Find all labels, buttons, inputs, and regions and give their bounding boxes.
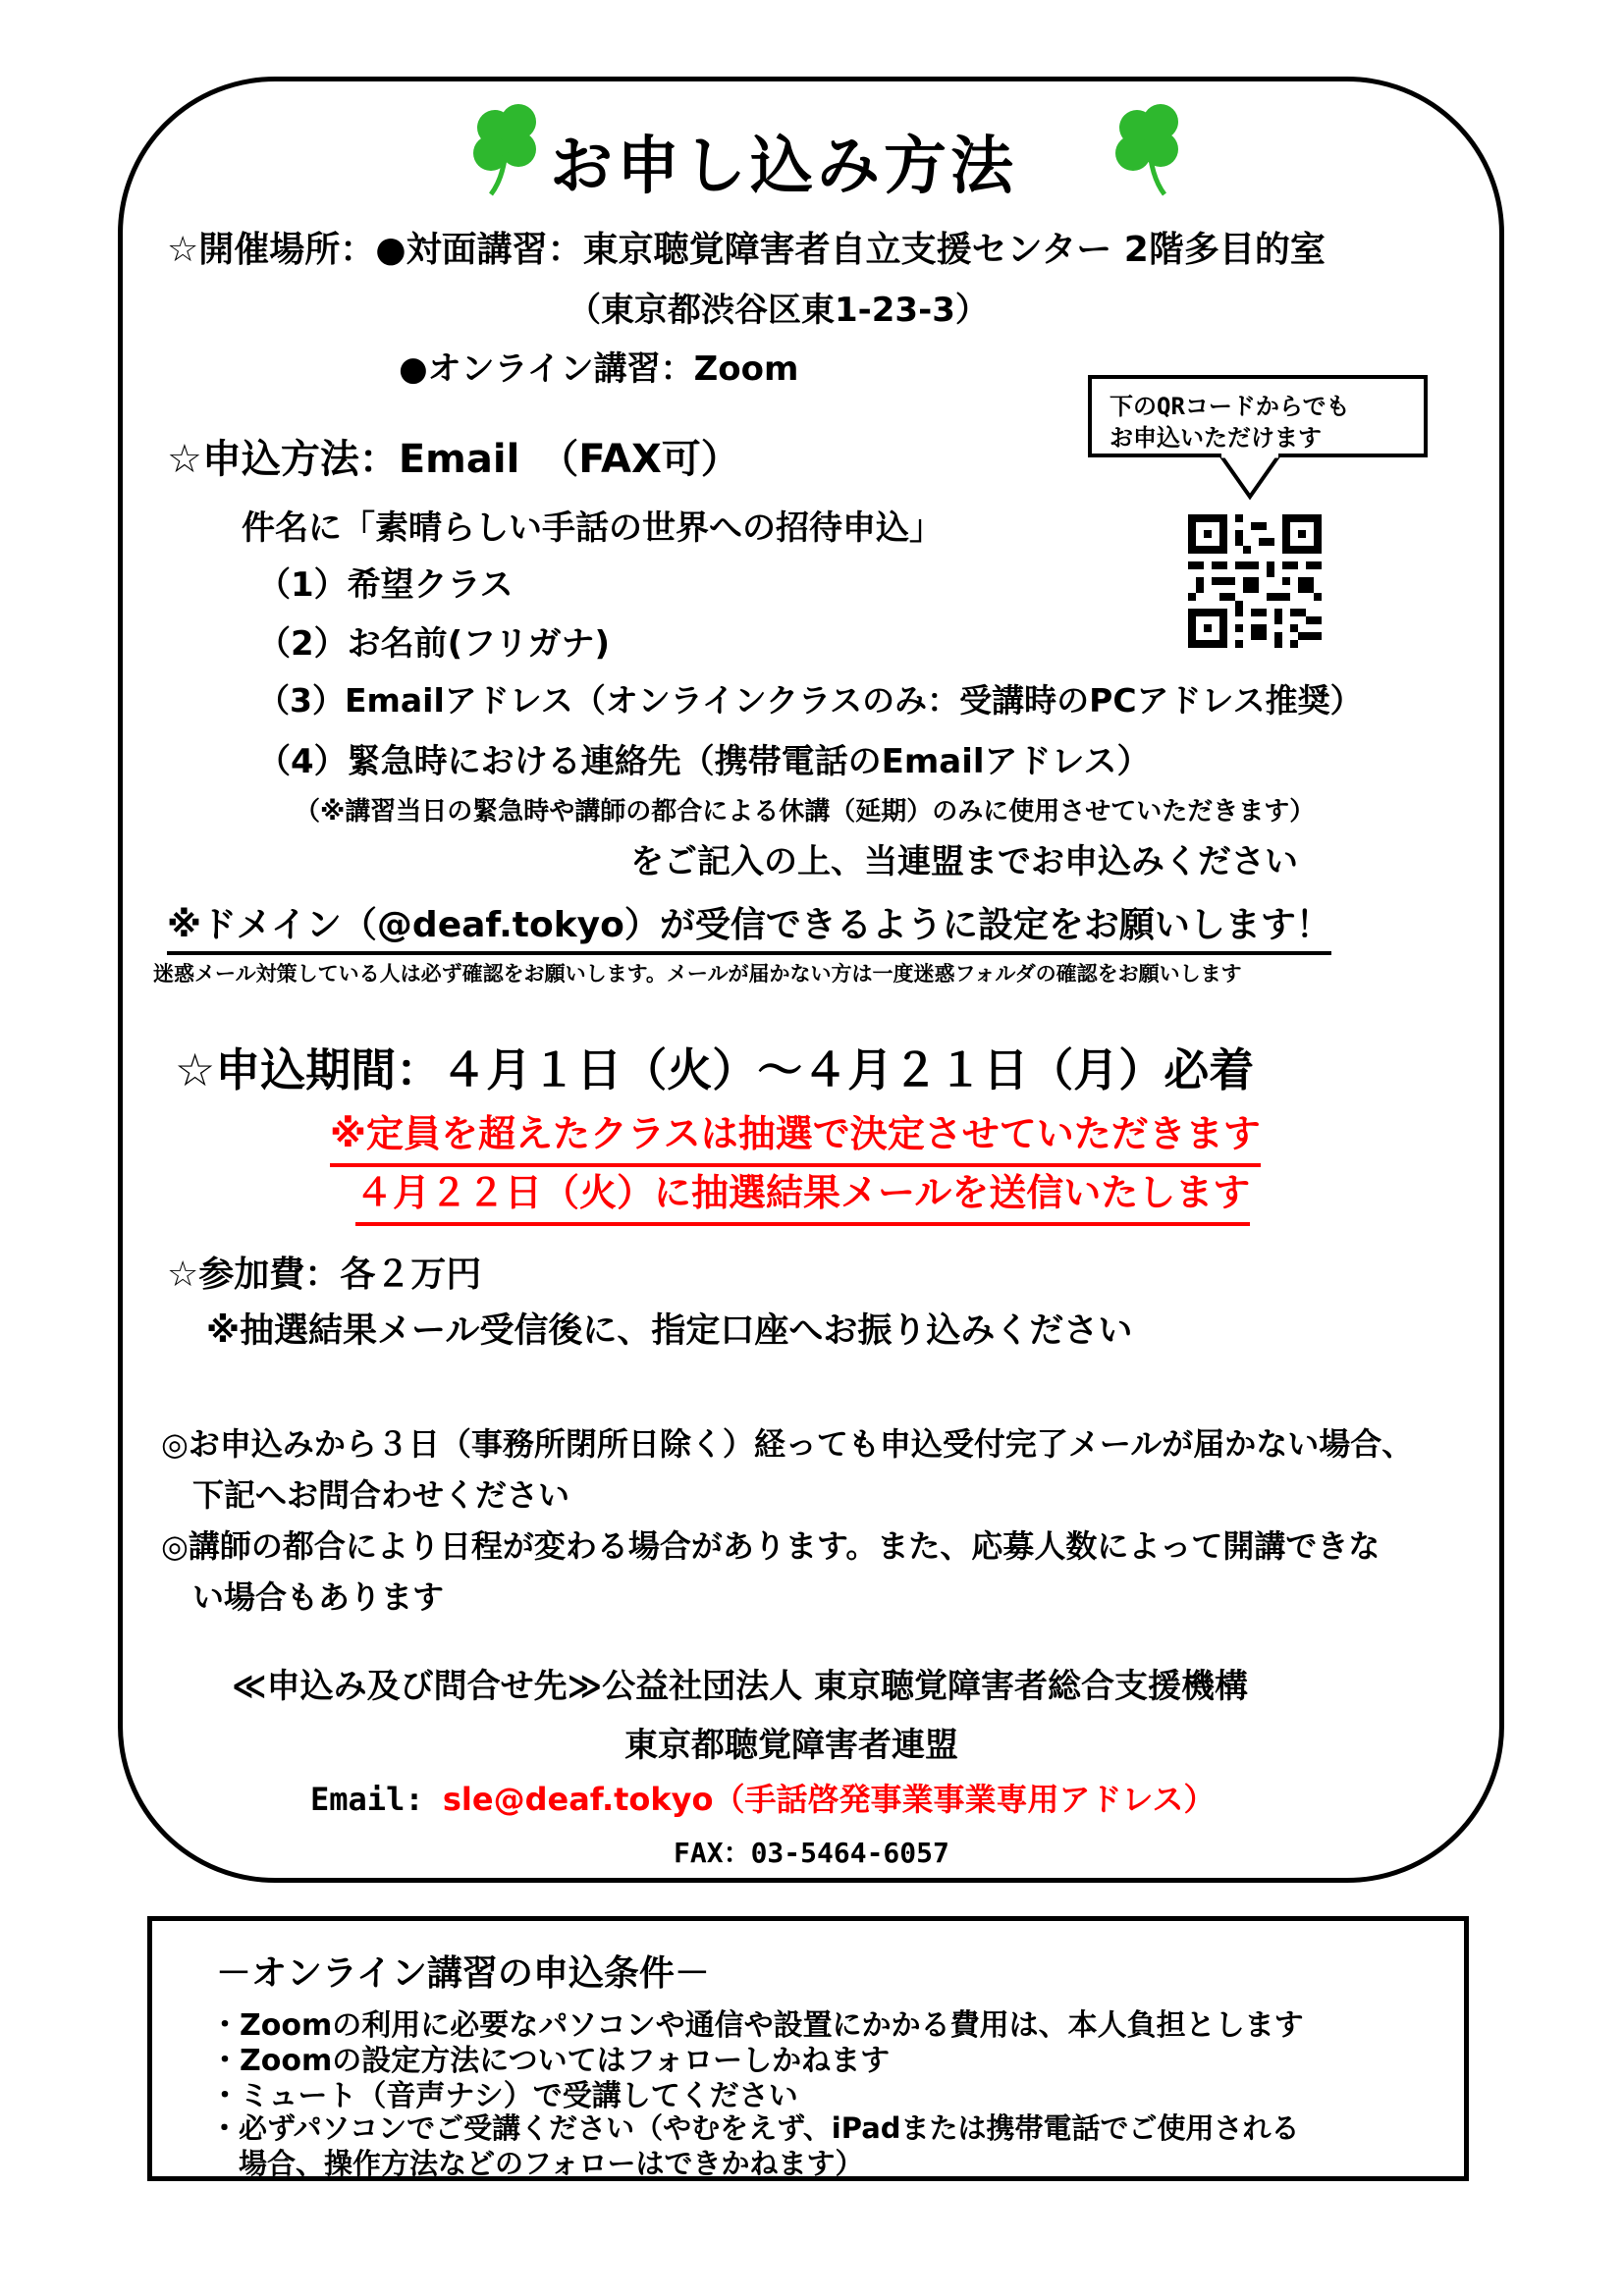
venue-online: ●オンライン講習：Zoom (399, 349, 799, 389)
venue-address: （東京都渋谷区東1-23-3） (568, 291, 989, 330)
method-item-1: （1）希望クラス (257, 565, 514, 605)
fee-note: ※抽選結果メール受信後に、指定口座へお振り込みください (206, 1311, 1133, 1351)
speech-bubble-tail (1216, 454, 1284, 501)
method-item-2: （2）お名前(フリガナ) (257, 624, 611, 664)
contact-email-label: Email: (310, 1781, 443, 1818)
note-line-4: い場合もあります (161, 1578, 445, 1616)
qr-bubble-line-2: お申込いただけます (1110, 424, 1322, 452)
online-condition-4: ・必ずパソコンでご受講ください（やむをえず、iPadまたは携帯電話でご使用される (210, 2111, 1300, 2145)
method-closing: をご記入の上、当連盟までお申込みください (630, 842, 1298, 881)
contact-fax: FAX：03-5464-6057 (674, 1837, 949, 1869)
period-label: ☆申込期間：４月１日（火）～４月２１日（月）必着 (175, 1043, 1255, 1096)
online-condition-3: ・ミュート（音声ナシ）で受講してください (210, 2079, 798, 2113)
clover-icon-left (461, 98, 556, 196)
note-line-1: ◎お申込みから３日（事務所閉所日除く）経っても申込受付完了メールが届かない場合、 (161, 1425, 1414, 1463)
speech-bubble-icon (1088, 375, 1428, 457)
qr-code-icon (1188, 514, 1322, 648)
period-red-2: ４月２２日（火）に抽選結果メールを送信いたします (355, 1162, 1250, 1226)
online-condition-5: 場合、操作方法などのフォローはできかねます） (210, 2147, 864, 2180)
domain-notice: ※ドメイン（@deaf.tokyo）が受信できるように設定をお願いします！ (167, 897, 1331, 955)
contact-email-row (310, 1775, 1216, 1820)
contact-email-link[interactable]: sle@deaf.tokyo（手話啓発事業事業専用アドレス） (442, 1781, 1216, 1818)
period-red-1: ※定員を超えたクラスは抽選で決定させていただきます (330, 1103, 1261, 1167)
online-conditions-title: －オンライン講習の申込条件－ (216, 1953, 710, 1994)
clover-icon-right (1104, 98, 1198, 196)
domain-sub: 迷惑メール対策している人は必ず確認をお願いします。メールが届かない方は一度迷惑フォルダの確認をお願いします (153, 962, 1242, 986)
note-line-2: 下記へお問合わせください (161, 1476, 570, 1514)
note-line-3: ◎講師の都合により日程が変わる場合があります。また、応募人数によって開講できな (161, 1527, 1380, 1565)
venue-label: ☆開催場所：●対面講習：東京聴覚障害者自立支援センター 2階多目的室 (167, 230, 1326, 270)
method-subject: 件名に「素晴らしい手話の世界への招待申込」 (242, 508, 943, 548)
method-note: （※講習当日の緊急時や講師の都合による休講（延期）のみに使用させていただきます） (295, 797, 1316, 827)
fee-label: ☆参加費：各２万円 (167, 1255, 482, 1295)
online-condition-2: ・Zoomの設定方法についてはフォローしかねます (210, 2044, 891, 2078)
method-item-3: （3）Emailアドレス（オンラインクラスのみ：受講時のPCアドレス推奨） (257, 681, 1363, 720)
page-title: お申し込み方法 (550, 131, 1017, 203)
method-item-4: （4）緊急時における連絡先（携帯電話のEmailアドレス） (257, 742, 1151, 781)
contact-org: ≪申込み及び問合せ先≫公益社団法人 東京聴覚障害者総合支援機構 (232, 1667, 1249, 1706)
contact-league: 東京都聴覚障害者連盟 (624, 1726, 958, 1765)
method-label: ☆申込方法：Email （FAX可） (167, 437, 740, 482)
qr-bubble-line-1: 下のQRコードからでも (1110, 393, 1350, 420)
online-condition-1: ・Zoomの利用に必要なパソコンや通信や設置にかかる費用は、本人負担とします (210, 2008, 1304, 2043)
